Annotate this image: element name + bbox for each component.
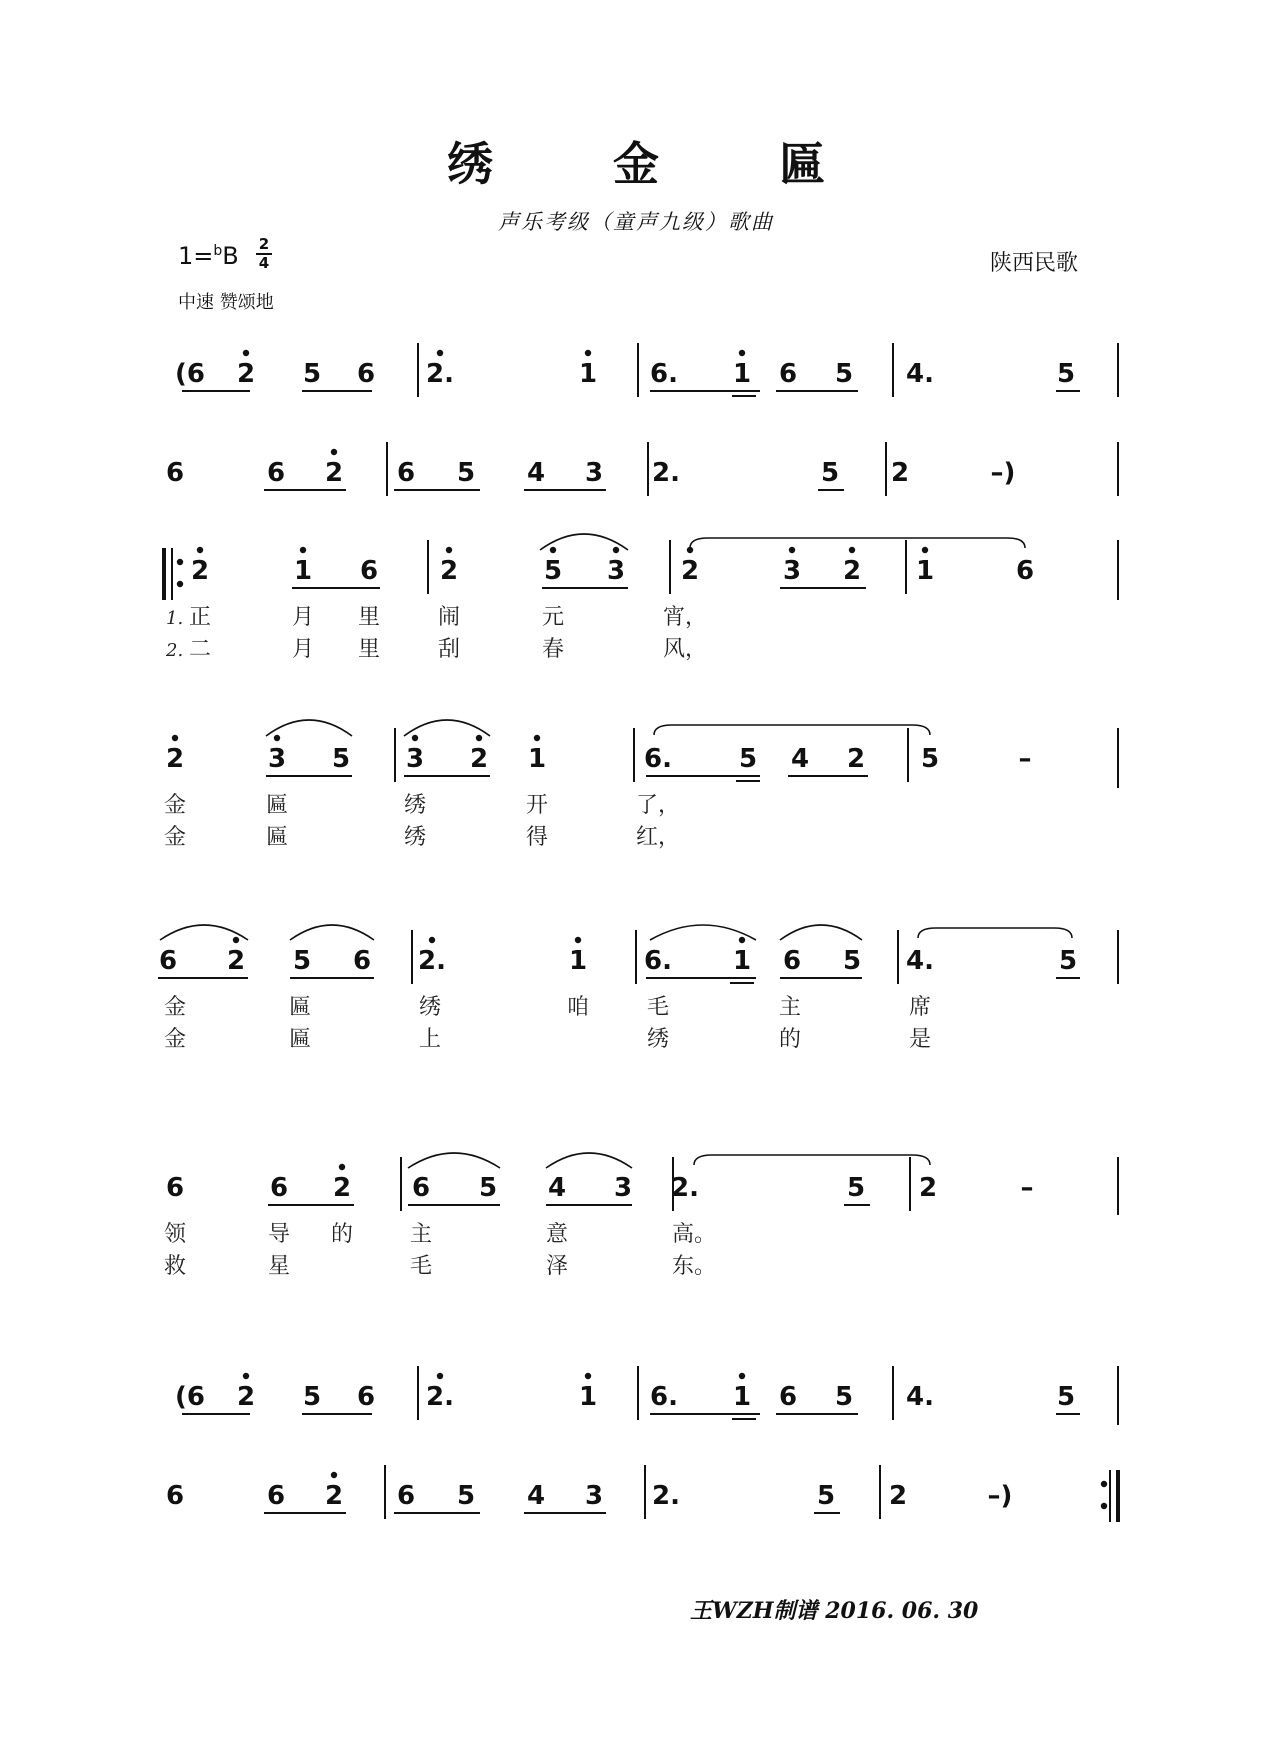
octave-dot: [739, 1373, 745, 1379]
octave-dot: [739, 350, 745, 356]
note-0-0: (6: [175, 359, 205, 389]
tie: [694, 1155, 930, 1165]
note-0-10: 4.: [906, 359, 934, 389]
slur: [546, 1153, 632, 1168]
octave-dot: [339, 1164, 345, 1170]
note-4-7: 1: [732, 946, 752, 976]
octave-dot: [412, 735, 418, 741]
slur: [780, 925, 862, 940]
lyric-verse1: 了，: [635, 793, 681, 818]
octave-dot: [429, 937, 435, 943]
note-4-8: 6: [782, 946, 802, 976]
note-3-9: 2: [846, 744, 866, 774]
lyric-verse2: 泽: [545, 1254, 569, 1279]
note-6-8: 6: [778, 1382, 798, 1412]
note-2-10: 6: [1015, 556, 1035, 586]
octave-dot: [534, 735, 540, 741]
slur: [404, 720, 490, 736]
octave-dot: [300, 547, 306, 553]
time-top: 2: [258, 235, 270, 253]
note-1-7: 2.: [652, 458, 680, 488]
note-7-10: –): [987, 1481, 1013, 1511]
lyric-verse2: 上: [418, 1027, 442, 1052]
note-6-2: 5: [302, 1382, 322, 1412]
note-0-11: 5: [1056, 359, 1076, 389]
octave-dot: [789, 547, 795, 553]
note-4-5: 1: [568, 946, 588, 976]
note-7-9: 2: [888, 1481, 908, 1511]
note-1-10: –): [990, 458, 1016, 488]
repeat-dot: [1101, 1503, 1107, 1509]
note-5-7: 2.: [671, 1173, 699, 1203]
note-2-4: 5: [543, 556, 563, 586]
note-4-4: 2.: [418, 946, 446, 976]
note-6-3: 6: [356, 1382, 376, 1412]
note-4-3: 6: [352, 946, 372, 976]
lyric-verse2: 绣: [403, 825, 427, 850]
note-5-5: 4: [547, 1173, 567, 1203]
note-3-4: 2: [469, 744, 489, 774]
note-3-10: 5: [920, 744, 940, 774]
note-1-5: 4: [526, 458, 546, 488]
lyric-verse1: 宵，: [662, 605, 708, 630]
octave-dot: [550, 547, 556, 553]
note-2-9: 1: [915, 556, 935, 586]
lyric-verse2: 毛: [409, 1254, 433, 1279]
octave-dot: [243, 350, 249, 356]
lyric-verse2: 绣: [646, 1027, 670, 1052]
note-5-10: –: [1020, 1173, 1034, 1203]
note-6-1: 2: [236, 1382, 256, 1412]
note-3-3: 3: [405, 744, 425, 774]
note-7-1: 6: [266, 1481, 286, 1511]
note-1-2: 2: [324, 458, 344, 488]
note-4-1: 2: [226, 946, 246, 976]
octave-dot: [331, 1472, 337, 1478]
lyric-verse1: 开: [525, 793, 549, 818]
song-origin: 陕西民歌: [990, 251, 1079, 276]
note-0-4: 2.: [426, 359, 454, 389]
note-1-1: 6: [266, 458, 286, 488]
lyric-verse2: 匾: [265, 825, 289, 850]
note-6-0: (6: [175, 1382, 205, 1412]
lyric-verse1: 里: [357, 605, 381, 630]
note-5-9: 2: [918, 1173, 938, 1203]
note-1-6: 3: [584, 458, 604, 488]
note-6-5: 1: [578, 1382, 598, 1412]
note-7-6: 3: [584, 1481, 604, 1511]
note-3-6: 6.: [644, 744, 672, 774]
note-6-9: 5: [834, 1382, 854, 1412]
note-0-7: 1: [732, 359, 752, 389]
note-2-8: 2: [842, 556, 862, 586]
tie: [690, 538, 1025, 548]
repeat-dot: [177, 559, 183, 565]
note-1-3: 6: [396, 458, 416, 488]
octave-dot: [331, 449, 337, 455]
note-4-0: 6: [158, 946, 178, 976]
note-2-7: 3: [782, 556, 802, 586]
note-5-4: 5: [478, 1173, 498, 1203]
tie: [918, 928, 1072, 938]
lyric-verse1: 金: [163, 995, 187, 1020]
transcriber-credit: 王WZH制谱 2016. 06. 30: [690, 1598, 979, 1624]
verse-number: 1.: [166, 608, 184, 629]
lyric-verse2: 风，: [662, 637, 708, 662]
octave-dot: [575, 937, 581, 943]
octave-dot: [172, 735, 178, 741]
note-7-5: 4: [526, 1481, 546, 1511]
lyric-verse1: 主: [409, 1222, 433, 1247]
lyric-verse1: 匾: [288, 995, 312, 1020]
note-6-6: 6.: [650, 1382, 678, 1412]
lyric-verse2: 红，: [635, 825, 681, 850]
tie: [654, 725, 930, 735]
key-prefix: 1=: [178, 242, 214, 270]
octave-dot: [585, 350, 591, 356]
lyric-verse1: 席: [908, 995, 932, 1020]
note-4-6: 6.: [644, 946, 672, 976]
slur: [266, 720, 352, 736]
note-0-5: 1: [578, 359, 598, 389]
lyric-verse2: 的: [778, 1027, 802, 1052]
lyric-verse1: 咱: [566, 995, 590, 1020]
octave-dot: [849, 547, 855, 553]
note-0-3: 6: [356, 359, 376, 389]
verse-number: 2.: [166, 640, 184, 661]
octave-dot: [437, 1373, 443, 1379]
note-5-8: 5: [846, 1173, 866, 1203]
note-5-3: 6: [411, 1173, 431, 1203]
lyric-verse2: 救: [163, 1254, 187, 1279]
note-2-3: 2: [439, 556, 459, 586]
lyric-verse1: 高。: [671, 1222, 717, 1247]
octave-dot: [613, 547, 619, 553]
note-2-1: 1: [293, 556, 313, 586]
lyric-verse2: 东。: [671, 1254, 717, 1279]
note-1-0: 6: [165, 458, 185, 488]
lyric-verse1: 匾: [265, 793, 289, 818]
key-note: B: [222, 242, 239, 270]
note-7-0: 6: [165, 1481, 185, 1511]
note-2-2: 6: [359, 556, 379, 586]
lyric-verse2: 得: [525, 825, 549, 850]
note-3-2: 5: [331, 744, 351, 774]
note-5-6: 3: [613, 1173, 633, 1203]
repeat-dot: [177, 581, 183, 587]
note-5-1: 6: [269, 1173, 289, 1203]
note-7-7: 2.: [652, 1481, 680, 1511]
time-bottom: 4: [258, 254, 270, 272]
note-3-1: 3: [267, 744, 287, 774]
note-6-10: 4.: [906, 1382, 934, 1412]
lyric-verse1: 月: [291, 605, 315, 630]
note-0-2: 5: [302, 359, 322, 389]
note-1-4: 5: [456, 458, 476, 488]
note-4-9: 5: [842, 946, 862, 976]
note-6-7: 1: [732, 1382, 752, 1412]
lyric-verse2: 里: [357, 637, 381, 662]
repeat-dot: [1101, 1481, 1107, 1487]
lyric-verse2: 星: [267, 1254, 291, 1279]
note-2-0: 2: [190, 556, 210, 586]
note-0-1: 2: [236, 359, 256, 389]
note-0-9: 5: [834, 359, 854, 389]
note-5-2: 2: [332, 1173, 352, 1203]
octave-dot: [739, 937, 745, 943]
song-subtitle: 声乐考级（童声九级）歌曲: [498, 210, 774, 234]
lyric-verse1: 绣: [418, 995, 442, 1020]
note-0-8: 6: [778, 359, 798, 389]
note-4-2: 5: [292, 946, 312, 976]
note-7-4: 5: [456, 1481, 476, 1511]
lyric-verse2: 春: [541, 637, 565, 662]
note-7-8: 5: [816, 1481, 836, 1511]
octave-dot: [585, 1373, 591, 1379]
note-1-9: 2: [890, 458, 910, 488]
lyric-verse2: 月: [291, 637, 315, 662]
lyric-verse2: 二: [188, 637, 212, 662]
octave-dot: [233, 937, 239, 943]
note-3-11: –: [1018, 744, 1032, 774]
octave-dot: [476, 735, 482, 741]
octave-dot: [243, 1373, 249, 1379]
lyric-verse1: 毛: [646, 995, 670, 1020]
note-4-10: 4.: [906, 946, 934, 976]
lyric-verse1: 金: [163, 793, 187, 818]
lyric-verse2: 金: [163, 1027, 187, 1052]
song-title: 绣 金 匾: [446, 137, 878, 191]
lyric-verse2: 金: [163, 825, 187, 850]
lyric-verse1: 意: [545, 1222, 569, 1247]
note-4-11: 5: [1058, 946, 1078, 976]
lyric-verse1: 元: [541, 605, 565, 630]
lyric-verse1: 领: [163, 1222, 187, 1247]
lyric-verse2: 匾: [288, 1027, 312, 1052]
note-6-11: 5: [1056, 1382, 1076, 1412]
note-7-3: 6: [396, 1481, 416, 1511]
slur: [408, 1153, 500, 1168]
lyric-verse1: 导: [267, 1222, 291, 1247]
note-3-5: 1: [527, 744, 547, 774]
lyric-verse1: 的: [330, 1222, 354, 1247]
tempo-marking: 中速 赞颂地: [178, 292, 274, 313]
note-5-0: 6: [165, 1173, 185, 1203]
lyric-verse1: 正: [188, 605, 212, 630]
note-2-5: 3: [606, 556, 626, 586]
lyric-verse1: 闹: [437, 605, 461, 630]
slur: [290, 925, 374, 940]
note-3-8: 4: [790, 744, 810, 774]
note-7-2: 2: [324, 1481, 344, 1511]
lyric-verse2: 是: [908, 1027, 932, 1052]
note-0-6: 6.: [650, 359, 678, 389]
note-6-4: 2.: [426, 1382, 454, 1412]
octave-dot: [446, 547, 452, 553]
lyric-verse1: 主: [778, 995, 802, 1020]
note-3-0: 2: [165, 744, 185, 774]
note-1-8: 5: [820, 458, 840, 488]
lyric-verse2: 刮: [437, 637, 461, 662]
note-3-7: 5: [738, 744, 758, 774]
flat-sign: b: [213, 243, 223, 259]
octave-dot: [437, 350, 443, 356]
octave-dot: [274, 735, 280, 741]
octave-dot: [922, 547, 928, 553]
note-2-6: 2: [680, 556, 700, 586]
lyric-verse1: 绣: [403, 793, 427, 818]
octave-dot: [197, 547, 203, 553]
